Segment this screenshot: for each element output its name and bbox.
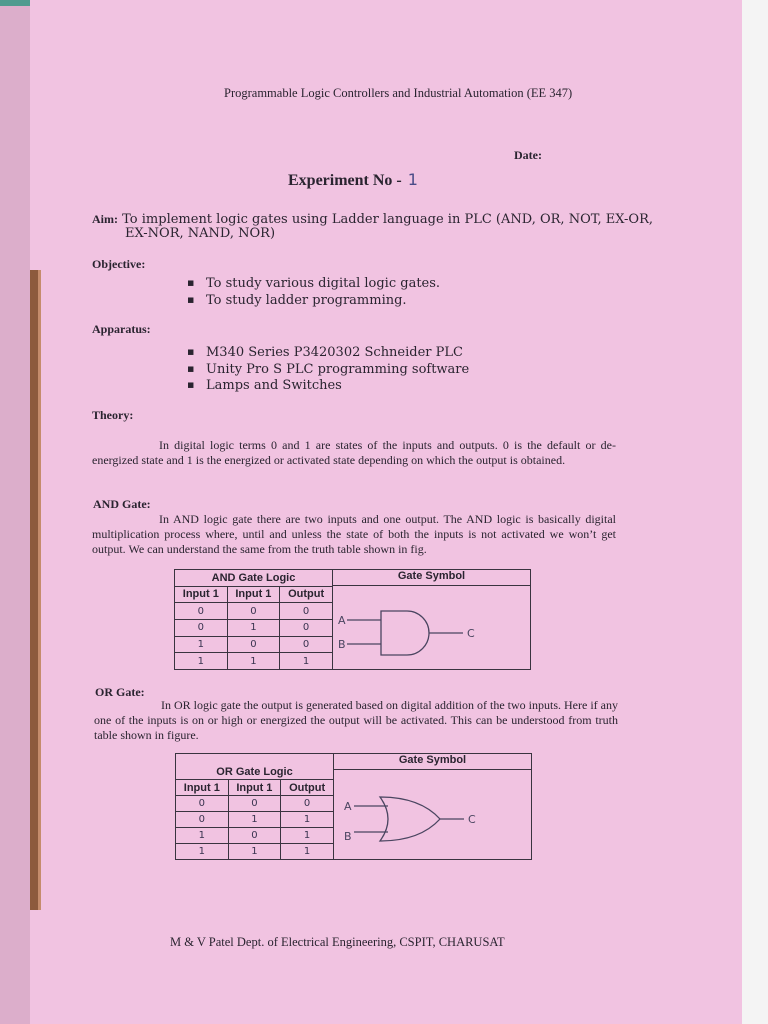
table-cell: 0 bbox=[280, 603, 333, 620]
theory-paragraph: In digital logic terms 0 and 1 are states of the inputs and outputs. 0 is the default or de-energized state and 1 is the energized or activated state depending on which the output is obtained. bbox=[92, 438, 616, 467]
or-label-b: B bbox=[344, 830, 352, 843]
table-cell: 0 bbox=[228, 828, 281, 844]
objective-item: ▪ To study various digital logic gates. bbox=[206, 276, 440, 291]
or-table-title: OR Gate Logic bbox=[176, 754, 334, 780]
or-col-input2: Input 1 bbox=[228, 780, 281, 796]
or-label-a: A bbox=[344, 800, 352, 813]
or-gate-symbol-cell bbox=[334, 754, 532, 860]
table-cell: 0 bbox=[175, 603, 228, 620]
and-gate-heading: AND Gate: bbox=[93, 497, 151, 511]
table-cell: 1 bbox=[281, 828, 334, 844]
and-col-input1: Input 1 bbox=[175, 586, 228, 603]
table-cell: 0 bbox=[228, 796, 281, 812]
table-cell: 0 bbox=[281, 796, 334, 812]
table-cell: 1 bbox=[176, 844, 229, 860]
objective-item: ▪ To study ladder programming. bbox=[206, 293, 407, 308]
aim-line-1 bbox=[92, 212, 653, 227]
experiment-number: 1 bbox=[407, 170, 418, 189]
and-gate-symbol bbox=[333, 586, 530, 666]
table-cell: 0 bbox=[176, 812, 229, 828]
objective-label: Objective: bbox=[92, 257, 146, 271]
or-col-output: Output bbox=[281, 780, 334, 796]
and-truth-table bbox=[174, 569, 531, 670]
or-col-input1: Input 1 bbox=[176, 780, 229, 796]
experiment-title-text: Experiment No - bbox=[288, 172, 402, 189]
table-cell: 0 bbox=[280, 636, 333, 653]
table-cell: 1 bbox=[175, 653, 228, 670]
course-header: Programmable Logic Controllers and Industrial Automation (EE 347) bbox=[224, 86, 573, 100]
or-gate-symbol bbox=[334, 770, 531, 854]
and-table-title: AND Gate Logic bbox=[175, 570, 333, 587]
aim-text-1: To implement logic gates using Ladder language in PLC (AND, OR, NOT, EX-OR, bbox=[122, 212, 654, 227]
footer-text: M & V Patel Dept. of Electrical Engineering, CSPIT, CHARUSAT bbox=[170, 935, 505, 949]
table-cell: 1 bbox=[227, 653, 280, 670]
table-cell: 1 bbox=[281, 812, 334, 828]
and-col-input2: Input 1 bbox=[227, 586, 280, 603]
table-cell: 1 bbox=[228, 812, 281, 828]
background-right bbox=[742, 0, 768, 1024]
and-label-b: B bbox=[338, 638, 346, 651]
aim-label: Aim: bbox=[92, 212, 118, 226]
or-symbol-title: Gate Symbol bbox=[334, 754, 531, 770]
table-cell: 1 bbox=[175, 636, 228, 653]
apparatus-item: ▪ M340 Series P3420302 Schneider PLC bbox=[206, 345, 463, 360]
and-gate-paragraph: In AND logic gate there are two inputs and one output. The AND logic is basically digital multiplication process where, until and unless the state of both the inputs is not activated we won’t get output. We can understand the same from the truth table shown in fig. bbox=[92, 512, 616, 556]
table-cell: 0 bbox=[227, 636, 280, 653]
table-cell: 0 bbox=[280, 619, 333, 636]
and-symbol-title: Gate Symbol bbox=[333, 570, 530, 586]
apparatus-item: ▪ Unity Pro S PLC programming software bbox=[206, 362, 469, 377]
experiment-title bbox=[288, 170, 418, 190]
and-gate-symbol-cell bbox=[333, 570, 531, 670]
and-gate-body bbox=[381, 611, 429, 655]
apparatus-item: ▪ Lamps and Switches bbox=[206, 378, 342, 393]
theory-label: Theory: bbox=[92, 408, 134, 422]
and-col-output: Output bbox=[280, 586, 333, 603]
or-truth-table bbox=[175, 753, 532, 860]
binding-spine bbox=[30, 270, 38, 910]
table-cell: 0 bbox=[175, 619, 228, 636]
table-cell: 0 bbox=[176, 796, 229, 812]
date-label: Date: bbox=[514, 148, 542, 162]
table-cell: 1 bbox=[228, 844, 281, 860]
or-gate-body bbox=[380, 797, 440, 841]
and-label-c: C bbox=[467, 627, 475, 640]
table-cell: 1 bbox=[176, 828, 229, 844]
apparatus-label: Apparatus: bbox=[92, 322, 151, 336]
binding-spine-highlight bbox=[38, 270, 41, 910]
background-left bbox=[0, 0, 30, 1024]
or-gate-heading: OR Gate: bbox=[95, 685, 145, 699]
or-label-c: C bbox=[468, 813, 476, 826]
and-label-a: A bbox=[338, 614, 346, 627]
aim-line-2: EX-NOR, NAND, NOR) bbox=[125, 226, 276, 241]
table-cell: 0 bbox=[227, 603, 280, 620]
table-cell: 1 bbox=[227, 619, 280, 636]
table-cell: 1 bbox=[280, 653, 333, 670]
table-cell: 1 bbox=[281, 844, 334, 860]
or-gate-paragraph: In OR logic gate the output is generated based on digital addition of the two inputs. Here if any one of the inputs is on or high or energized the output will be activated. This can be understood from truth table shown in figure. bbox=[94, 698, 618, 742]
